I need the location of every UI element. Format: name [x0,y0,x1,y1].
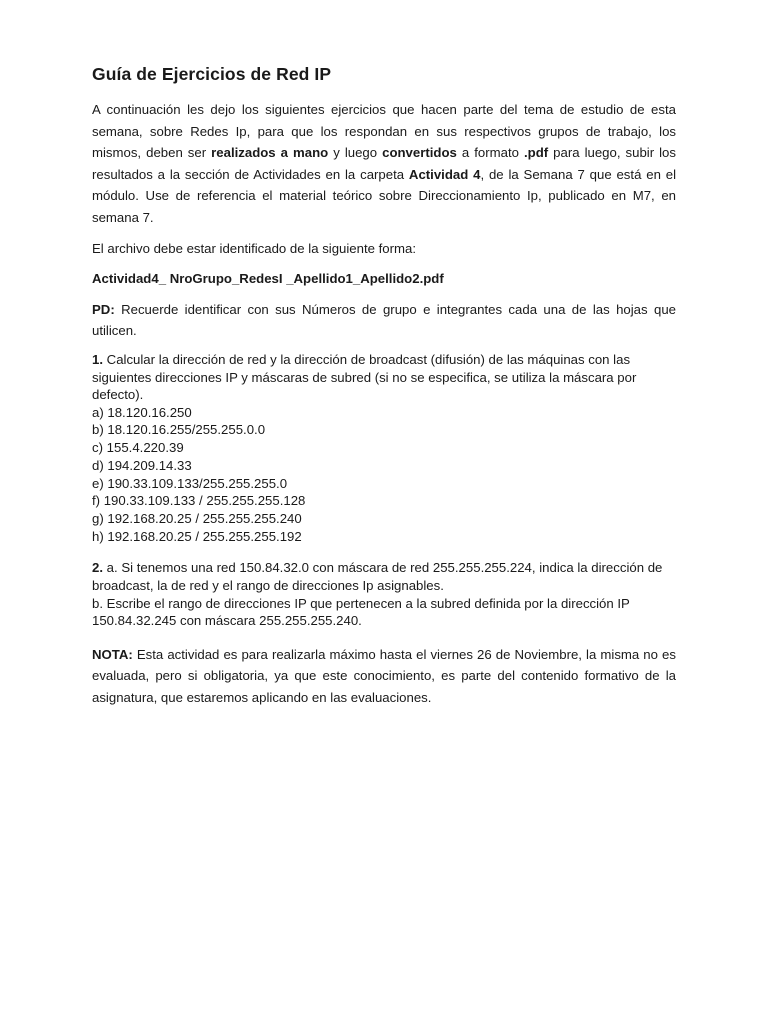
intro-text-5: , de la Semana 7 que está en el módulo. Use de referencia el material teórico sobre Direccionamiento Ip, publicado en M7, en semana 7. [92,166,676,225]
exercise-1-text: Calcular la dirección de red y la dirección de broadcast (difusión) de las máquinas con las siguientes direcciones IP y máscaras de subred (si no se especifica, se utiliza la máscara por defecto). [92,351,637,403]
nota-text: Esta actividad es para realizarla máximo hasta el viernes 26 de Noviembre, la misma no es evaluada, pero si obligatoria, ya que este conocimiento, es parte del contenido formativo de la asignatura, que estaremos aplicando en las evaluaciones. [92,646,676,705]
exercise-2-part-a [92,559,676,594]
exercise-1-item: a) 18.120.16.250 [92,404,192,420]
pd-text: Recuerde identificar con sus Números de grupo e integrantes cada una de las hojas que utilicen. [92,301,676,339]
file-id-instruction: El archivo debe estar identificado de la siguiente forma: [92,240,417,256]
intro-bold-1: realizados a mano [211,145,329,161]
exercise-1-item: f) 190.33.109.133 / 255.255.255.128 [92,493,306,509]
exercise-1-item: e) 190.33.109.133/255.255.255.0 [92,475,288,491]
exercise-1-item: c) 155.4.220.39 [92,440,184,456]
nota-paragraph [92,644,676,709]
intro-bold-2: convertidos [382,145,457,161]
intro-text-2: y luego [328,145,383,161]
document-page [92,62,676,718]
intro-text-3: a formato [456,145,524,161]
intro-text-4: para luego, subir los resultados a la sección de Actividades en la carpeta [92,145,676,182]
exercise-1-item: g) 192.168.20.25 / 255.255.255.240 [92,510,302,526]
pd-note [92,299,676,342]
nota-label: NOTA: [92,646,133,662]
intro-bold-3: .pdf [523,145,549,161]
exercise-1-item: d) 194.209.14.33 [92,457,192,473]
document-title: Guía de Ejercicios de Red IP [92,64,332,84]
exercise-1-item: h) 192.168.20.25 / 255.255.255.192 [92,528,302,544]
intro-paragraph [92,99,676,229]
exercise-2-number: 2. [92,560,103,576]
pd-label: PD: [92,301,115,317]
intro-bold-4: Actividad 4 [408,166,481,182]
exercise-2-a-text: a. Si tenemos una red 150.84.32.0 con máscara de red 255.255.255.224, indica la dirección de broadcast, la de red y el rango de direcciones Ip asignables. [92,560,663,593]
exercise-1-item: b) 18.120.16.255/255.255.0.0 [92,422,266,438]
intro-text-1: A continuación les dejo los siguientes ejercicios que hacen parte del tema de estudio de esta semana, sobre Redes Ip, para que los respondan en sus respectivos grupos de trabajo, los mismos, deben ser [92,102,676,161]
exercise-1-statement [92,351,676,404]
file-name-format [92,268,676,290]
exercise-2 [92,559,676,629]
exercise-1-number: 1. [92,351,103,367]
exercise-1 [92,351,676,545]
exercise-2-part-b: b. Escribe el rango de direcciones IP que pertenecen a la subred definida por la dirección IP 150.84.32.245 con máscara 255.255.255.240. [92,595,630,629]
file-name-text: Actividad4_ NroGrupo_RedesI _Apellido1_Apellido2.pdf [92,271,444,287]
